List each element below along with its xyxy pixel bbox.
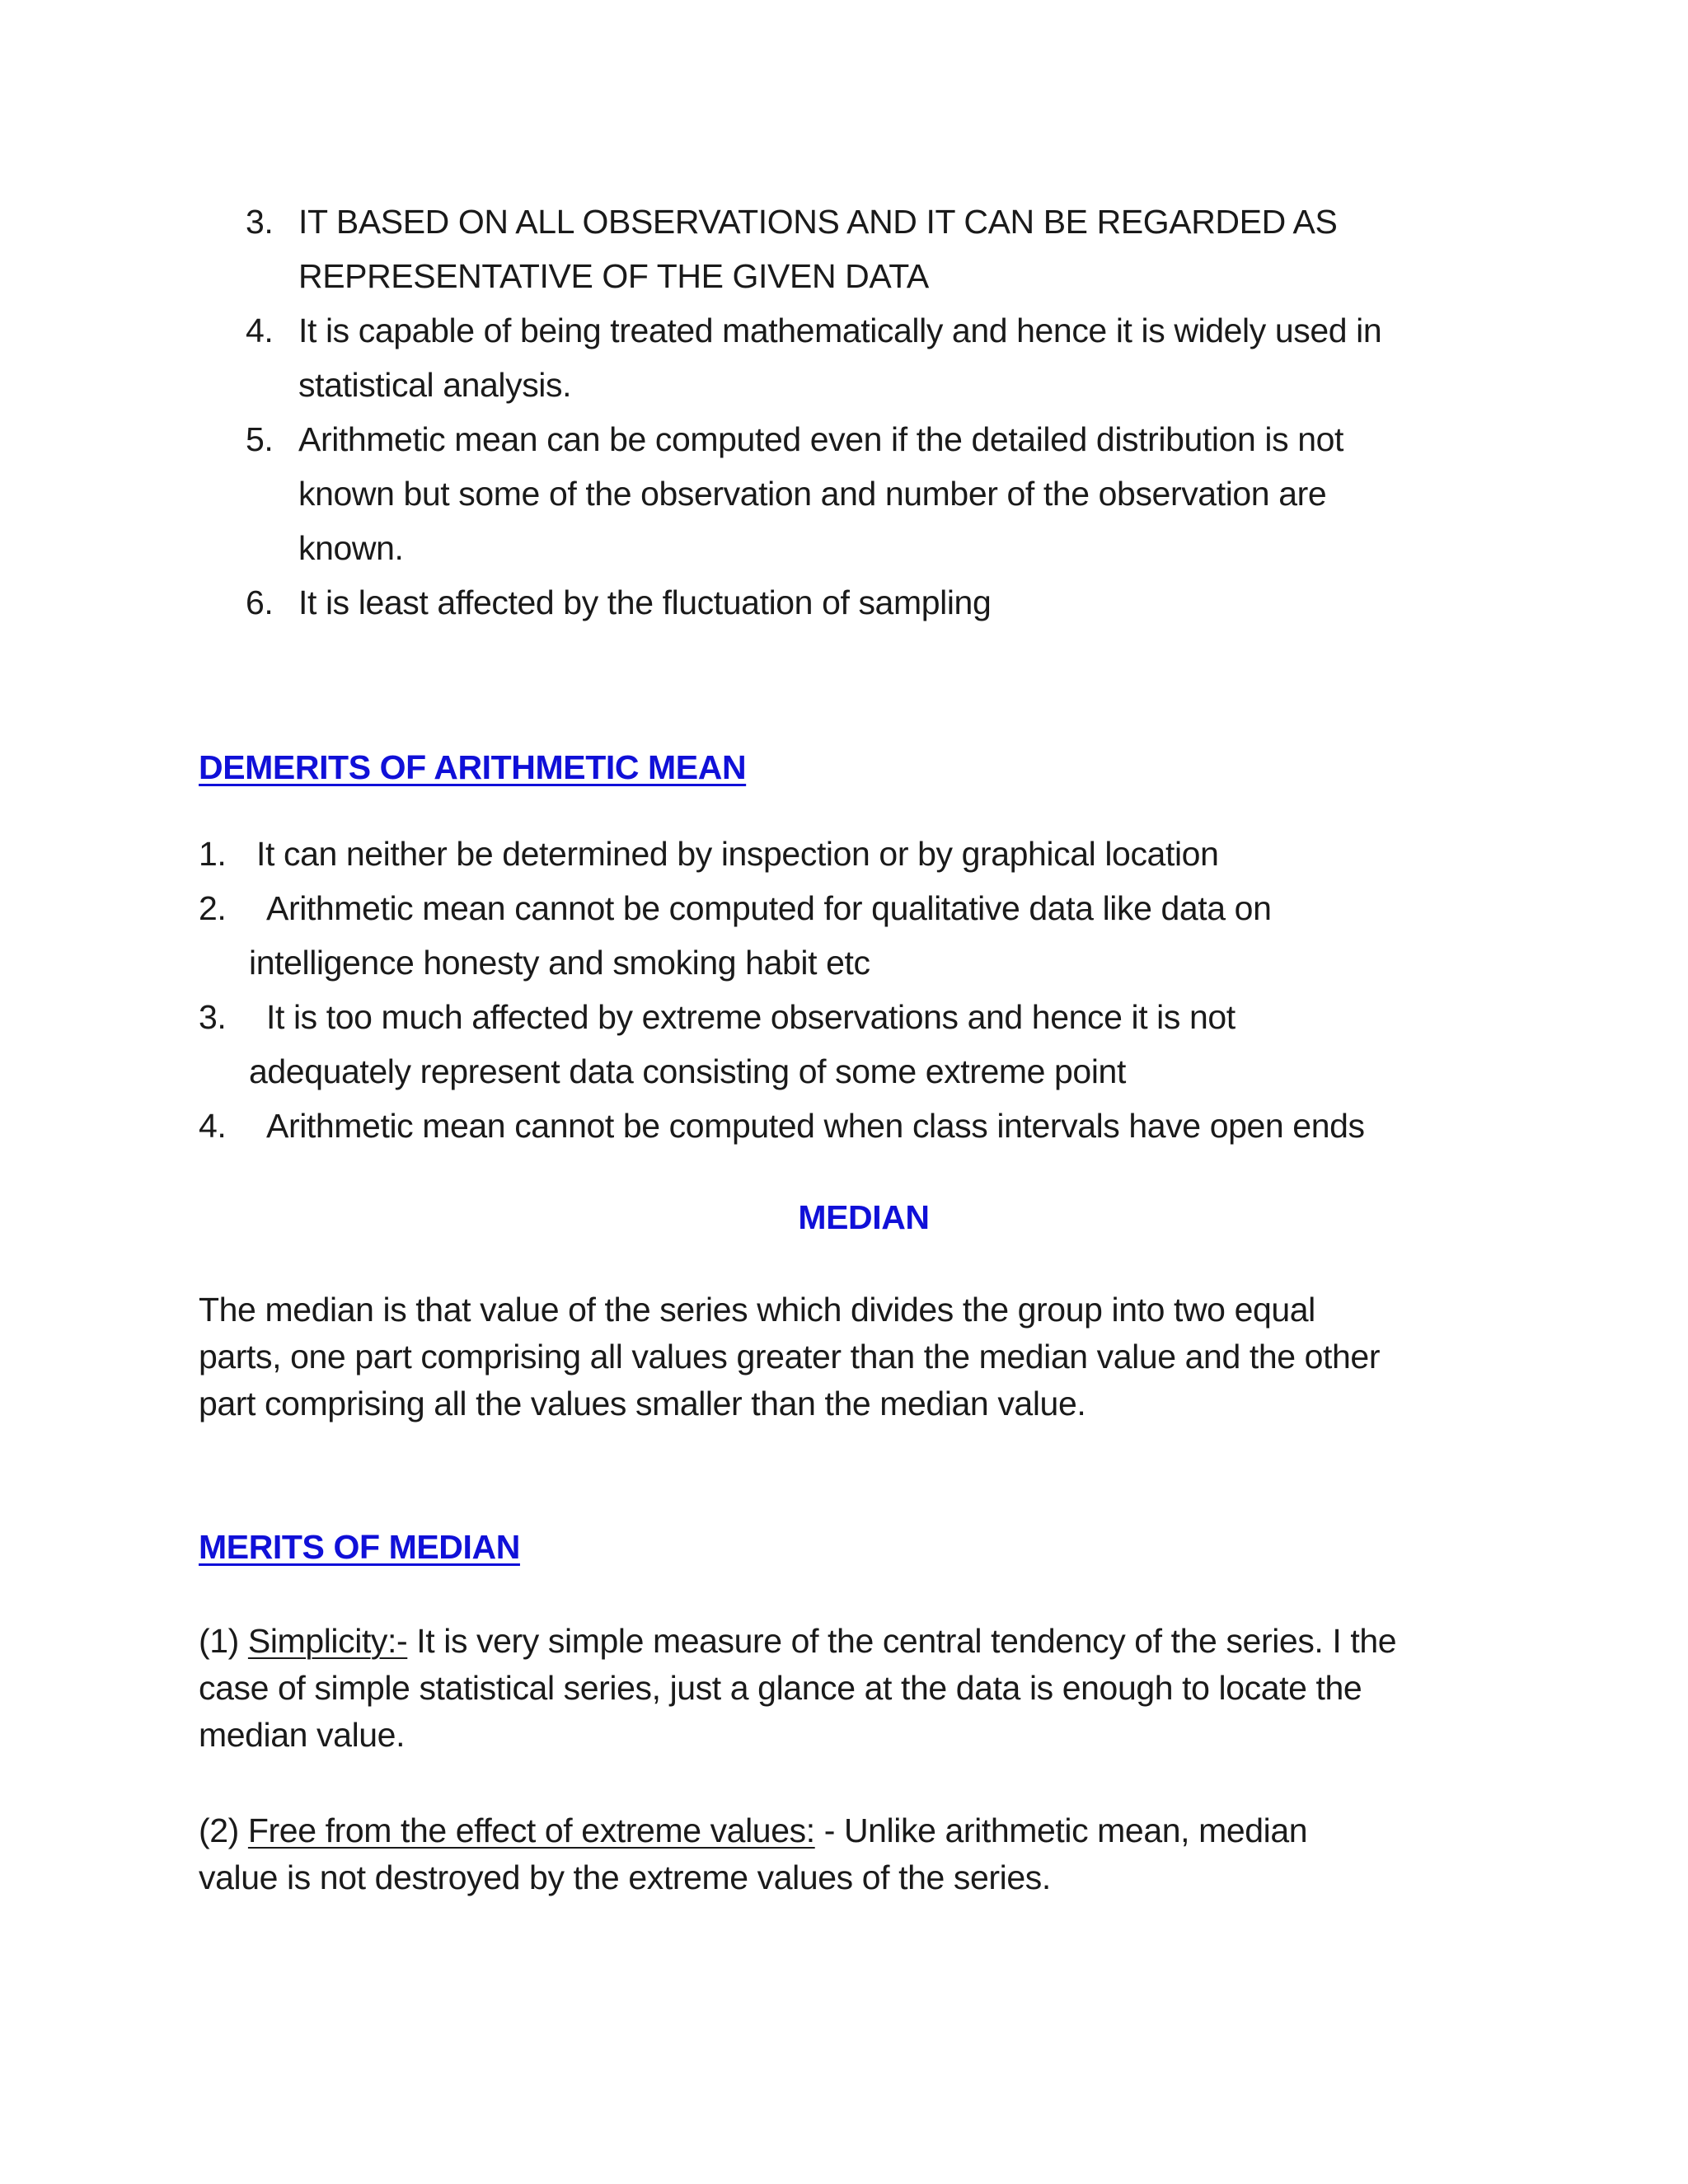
list-item-continuation: known but some of the observation and number of the observation are bbox=[298, 475, 1327, 513]
list-item-text: Arithmetic mean cannot be computed when class intervals have open ends bbox=[266, 1107, 1365, 1145]
list-item-text: Arithmetic mean cannot be computed for qualitative data like data on bbox=[266, 889, 1272, 927]
list-number: 2. bbox=[199, 889, 227, 927]
merit-1-line: case of simple statistical series, just a glance at the data is enough to locate the bbox=[199, 1669, 1362, 1707]
merit-2-line bbox=[199, 1810, 1307, 1851]
list-item-merit-3 bbox=[246, 201, 1337, 242]
list-item-text: It can neither be determined by inspection or by graphical location bbox=[256, 835, 1219, 873]
median-heading: MEDIAN bbox=[798, 1198, 930, 1236]
list-number: 3. bbox=[246, 203, 274, 241]
list-item-continuation: REPRESENTATIVE OF THE GIVEN DATA bbox=[298, 257, 929, 295]
merit-2-line: value is not destroyed by the extreme values of the series. bbox=[199, 1858, 1051, 1896]
list-item-continuation: known. bbox=[298, 529, 404, 567]
merit-2-prefix: (2) bbox=[199, 1811, 248, 1849]
list-number: 3. bbox=[199, 998, 227, 1036]
list-item-demerit-2 bbox=[199, 888, 1271, 929]
merit-2-term: Free from the effect of extreme values: bbox=[247, 1811, 815, 1849]
list-number: 4. bbox=[199, 1107, 227, 1145]
list-item-demerit-4 bbox=[199, 1105, 1365, 1146]
list-item-continuation: intelligence honesty and smoking habit etc bbox=[249, 944, 870, 982]
list-item-text: It is capable of being treated mathematically and hence it is widely used in bbox=[298, 312, 1382, 349]
median-paragraph-line: part comprising all the values smaller than the median value. bbox=[199, 1385, 1086, 1422]
merit-1-text: It is very simple measure of the central tendency of the series. I the bbox=[407, 1622, 1397, 1660]
list-item-text: Arithmetic mean can be computed even if the detailed distribution is not bbox=[298, 420, 1343, 458]
list-item-merit-4 bbox=[246, 310, 1381, 351]
list-item-merit-6 bbox=[246, 582, 991, 623]
list-item-text: IT BASED ON ALL OBSERVATIONS AND IT CAN BE REGARDED AS bbox=[298, 203, 1338, 241]
median-paragraph-line: The median is that value of the series which divides the group into two equal bbox=[199, 1291, 1315, 1329]
list-item-continuation: adequately represent data consisting of some extreme point bbox=[249, 1052, 1126, 1090]
list-item-text: It is too much affected by extreme observations and hence it is not bbox=[266, 998, 1236, 1036]
list-item-demerit-1 bbox=[199, 833, 1218, 874]
demerits-heading: DEMERITS OF ARITHMETIC MEAN bbox=[199, 748, 747, 786]
merit-1-line: median value. bbox=[199, 1716, 406, 1754]
list-number: 4. bbox=[246, 312, 274, 349]
list-item-text: It is least affected by the fluctuation of sampling bbox=[298, 583, 992, 621]
merit-2-text: - Unlike arithmetic mean, median bbox=[814, 1811, 1308, 1849]
merits-median-heading: MERITS OF MEDIAN bbox=[199, 1528, 520, 1566]
list-number: 5. bbox=[246, 420, 274, 458]
merit-1-term: Simplicity:- bbox=[247, 1622, 408, 1660]
list-number: 1. bbox=[199, 835, 227, 873]
list-number: 6. bbox=[246, 583, 274, 621]
median-paragraph-line: parts, one part comprising all values greater than the median value and the other bbox=[199, 1338, 1381, 1376]
list-item-demerit-3 bbox=[199, 996, 1236, 1038]
merit-1-line bbox=[199, 1620, 1396, 1661]
list-item-continuation: statistical analysis. bbox=[298, 366, 572, 404]
merit-1-prefix: (1) bbox=[199, 1622, 248, 1660]
list-item-merit-5 bbox=[246, 419, 1343, 460]
